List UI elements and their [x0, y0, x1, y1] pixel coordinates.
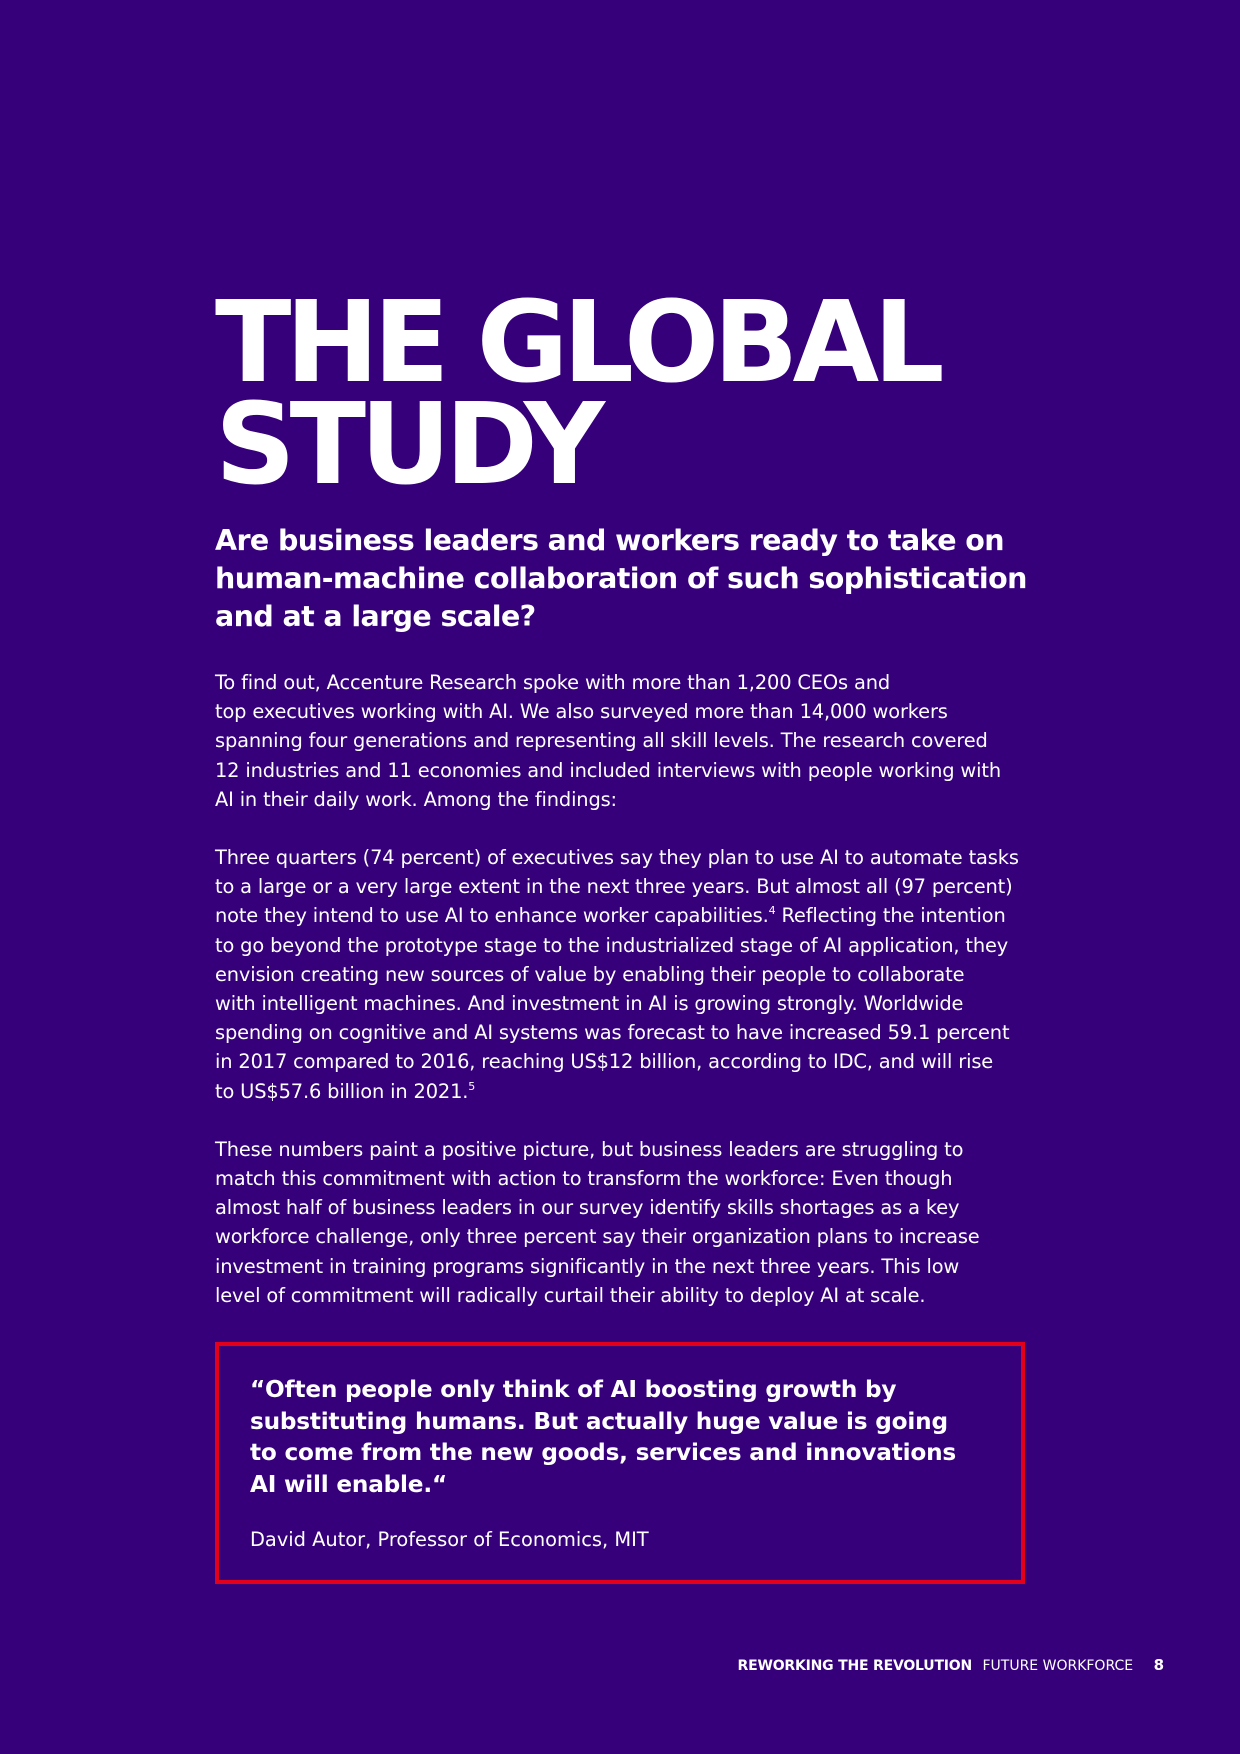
subtitle — [215, 522, 1025, 636]
page-footer — [738, 1655, 1164, 1676]
text-line — [215, 1077, 1025, 1106]
page-title-line: STUDY — [215, 380, 599, 510]
quote-line: “Often people only think of AI boosting growth by — [250, 1376, 897, 1403]
text-line: with intelligent machines. And investment in AI is growing strongly. Worldwide — [215, 992, 964, 1016]
footnote-marker: 5 — [468, 1079, 476, 1093]
text-line: spanning four generations and representing all skill levels. The research covered — [215, 729, 988, 753]
text-line: to go beyond the prototype stage to the industrialized stage of AI application, they — [215, 933, 1009, 957]
text-line: top executives working with AI. We also surveyed more than 14,000 workers — [215, 700, 948, 724]
footer-publication: REWORKING THE REVOLUTION — [737, 1658, 973, 1674]
quote-line: AI will enable.“ — [250, 1470, 447, 1498]
footer-section: FUTURE WORKFORCE — [982, 1658, 1134, 1674]
text-line: AI in their daily work. Among the findings: — [215, 787, 617, 811]
quote-attribution: David Autor, Professor of Economics, MIT — [250, 1528, 649, 1551]
text-segment: Reflecting the intention — [775, 904, 1006, 928]
quote-line: to come from the new goods, services and innovations — [250, 1439, 956, 1466]
paragraph-challenge — [215, 1135, 1025, 1310]
text-segment: note they intend to use AI to enhance worker capabilities. — [215, 904, 769, 928]
text-line: To find out, Accenture Research spoke with more than 1,200 CEOs and — [215, 671, 890, 694]
text-line: Three quarters (74 percent) of executives say they plan to use AI to automate tasks — [215, 846, 1019, 870]
main-content — [215, 278, 1027, 1310]
text-line: match this commitment with action to transform the workforce: Even though — [215, 1167, 953, 1191]
text-line: in 2017 compared to 2016, reaching US$12 billion, according to IDC, and will rise — [215, 1050, 994, 1074]
page-number: 8 — [1153, 1656, 1164, 1674]
page-title — [215, 278, 1025, 510]
subtitle-line: and at a large scale? — [215, 600, 536, 633]
paragraph-intro — [215, 668, 1025, 814]
text-line: workforce challenge, only three percent say their organization plans to increase — [215, 1225, 980, 1249]
text-line: envision creating new sources of value by enabling their people to collaborate — [215, 962, 965, 986]
text-line — [215, 901, 1025, 930]
text-line: level of commitment will radically curtail their ability to deploy AI at scale. — [215, 1283, 926, 1307]
pull-quote-box — [215, 1342, 1025, 1584]
subtitle-line: Are business leaders and workers ready to take on — [215, 524, 1004, 557]
text-line: almost half of business leaders in our survey identify skills shortages as a key — [215, 1196, 960, 1220]
text-line: to a large or a very large extent in the next three years. But almost all (97 percent) — [215, 875, 1013, 899]
footnote-marker: 4 — [768, 904, 776, 918]
subtitle-line: human-machine collaboration of such sophistication — [215, 562, 1027, 595]
quote-line: substituting humans. But actually huge value is going — [250, 1407, 948, 1435]
text-line: These numbers paint a positive picture, but business leaders are struggling to — [215, 1137, 964, 1161]
text-segment: to US$57.6 billion in 2021. — [215, 1079, 469, 1103]
pull-quote — [250, 1374, 956, 1500]
paragraph-findings — [215, 843, 1025, 1106]
text-line: spending on cognitive and AI systems was forecast to have increased 59.1 percent — [215, 1021, 1010, 1045]
page-title-line: THE GLOBAL — [215, 278, 939, 408]
text-line: 12 industries and 11 economies and included interviews with people working with — [215, 758, 1001, 782]
text-line: investment in training programs significantly in the next three years. This low — [215, 1254, 960, 1278]
